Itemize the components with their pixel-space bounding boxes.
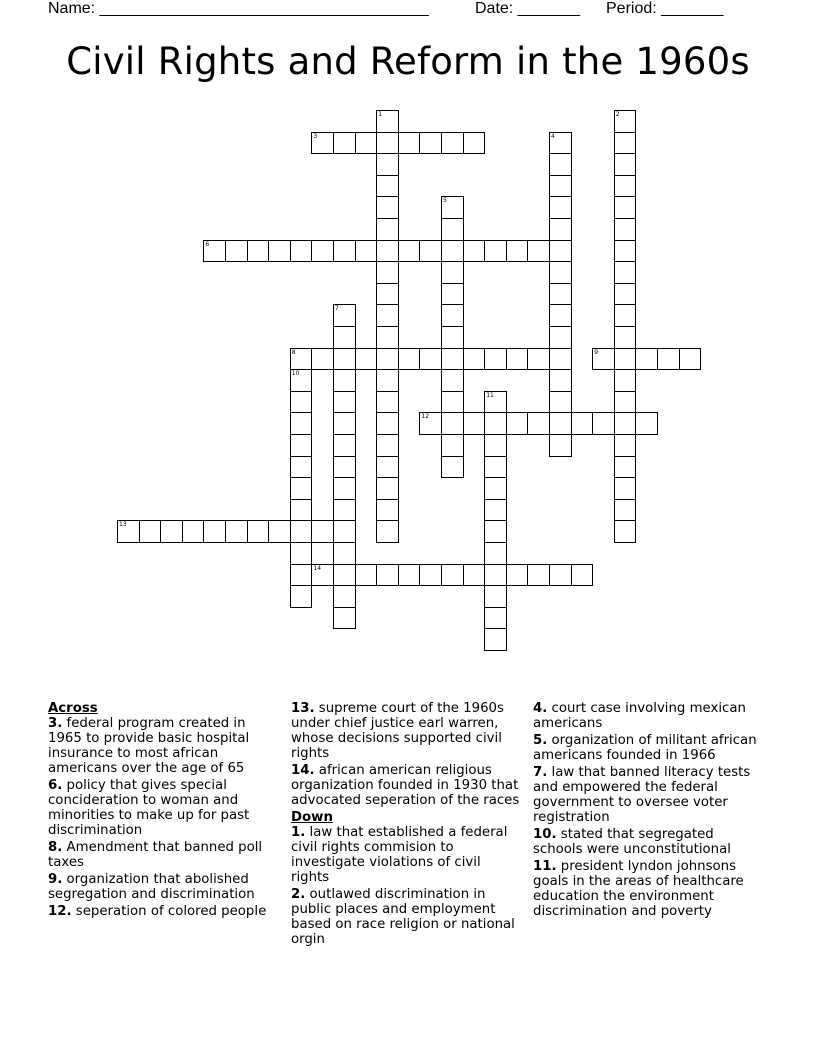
crossword-cell[interactable] [398, 132, 421, 155]
clue-text: court case involving mexican americans [533, 701, 746, 731]
crossword-cell[interactable] [614, 196, 637, 219]
crossword-cell[interactable] [333, 326, 356, 349]
crossword-cell[interactable] [268, 240, 291, 263]
crossword-cell[interactable] [614, 218, 637, 241]
crossword-cell[interactable] [333, 520, 356, 543]
crossword-cell[interactable] [549, 348, 572, 371]
crossword-cell[interactable] [376, 153, 399, 176]
page-title: Civil Rights and Reform in the 1960s [66, 40, 750, 83]
clue-1 [291, 825, 523, 885]
crossword-cell[interactable] [571, 412, 594, 435]
clue-text: law that banned literacy tests and empowered the federal government to oversee voter registration [533, 765, 751, 825]
crossword-cell[interactable] [549, 434, 572, 457]
clue-text: stated that segregated schools were unconstitutional [533, 827, 731, 857]
crossword-cell[interactable] [225, 520, 248, 543]
clue-number: 11. [533, 859, 557, 874]
crossword-cell[interactable] [290, 391, 313, 414]
clue-3 [48, 716, 280, 776]
cell-number: 12 [421, 413, 430, 421]
cell-number: 10 [291, 370, 300, 378]
crossword-cell[interactable] [419, 412, 442, 435]
crossword-cell[interactable] [614, 326, 637, 349]
crossword-cell[interactable] [506, 412, 529, 435]
crossword-cell[interactable] [484, 348, 507, 371]
crossword-cell[interactable] [614, 499, 637, 522]
crossword-cell[interactable] [635, 348, 658, 371]
crossword-cell[interactable] [376, 175, 399, 198]
crossword-cell[interactable] [247, 240, 270, 263]
crossword-cell[interactable] [376, 348, 399, 371]
crossword-cell[interactable] [398, 348, 421, 371]
clue-text: law that established a federal civil rights commision to investigate violations of civil rights [291, 825, 508, 885]
down-heading: Down [291, 810, 333, 825]
clue-text: african american religious organization founded in 1930 that advocated seperation of the races [291, 763, 520, 808]
cell-number: 7 [335, 305, 339, 313]
clue-4 [533, 701, 765, 731]
crossword-cell[interactable] [592, 412, 615, 435]
crossword-cell[interactable] [355, 132, 378, 155]
clue-number: 2. [291, 887, 306, 902]
crossword-cell[interactable] [549, 175, 572, 198]
crossword-cell[interactable] [333, 564, 356, 587]
crossword-cell[interactable] [614, 412, 637, 435]
crossword-cell[interactable] [463, 412, 486, 435]
crossword-cell[interactable] [484, 434, 507, 457]
cell-number: 5 [443, 197, 447, 205]
cell-number: 2 [615, 111, 620, 118]
clue-7 [533, 765, 765, 825]
crossword-cell[interactable] [376, 456, 399, 479]
crossword-cell[interactable] [311, 520, 334, 543]
crossword-cell[interactable] [549, 369, 572, 392]
crossword-cell[interactable] [506, 240, 529, 263]
crossword-cell[interactable] [419, 132, 442, 155]
crossword-cell[interactable] [376, 564, 399, 587]
name-field-label[interactable]: Name: _____________________________________ [48, 0, 429, 17]
clue-11 [533, 859, 765, 919]
clue-text: organization that abolished segregation and discrimination [48, 872, 255, 902]
crossword-cell[interactable] [376, 391, 399, 414]
crossword-cell[interactable] [290, 369, 313, 392]
cell-number: 11 [486, 391, 494, 399]
crossword-cell[interactable] [441, 304, 464, 327]
crossword-cell[interactable] [484, 412, 507, 435]
period-field-label[interactable]: Period: _______ [606, 0, 724, 17]
crossword-cell[interactable] [679, 348, 702, 371]
clue-9 [48, 872, 280, 902]
clue-text: federal program created in 1965 to provide basic hospital insurance to most african americans over the age of 65 [48, 716, 250, 776]
clue-number: 14. [291, 763, 315, 778]
crossword-cell[interactable] [484, 585, 507, 608]
crossword-cell[interactable] [463, 240, 486, 263]
clue-number: 9. [48, 872, 63, 887]
crossword-cell[interactable] [463, 348, 486, 371]
cell-number: 14 [313, 564, 322, 572]
clue-number: 13. [291, 701, 315, 716]
crossword-cell[interactable] [484, 456, 507, 479]
crossword-cell[interactable] [635, 412, 658, 435]
crossword-cell[interactable] [290, 348, 313, 371]
crossword-cell[interactable] [333, 304, 356, 327]
crossword-cell[interactable] [419, 564, 442, 587]
clue-2 [291, 887, 523, 947]
crossword-cell[interactable] [333, 585, 356, 608]
crossword-cell[interactable] [614, 261, 637, 284]
crossword-cell[interactable] [376, 477, 399, 500]
crossword-cell[interactable] [333, 477, 356, 500]
crossword-cell[interactable] [376, 412, 399, 435]
crossword-cell[interactable] [376, 283, 399, 306]
crossword-cell[interactable] [333, 499, 356, 522]
clue-12 [48, 904, 280, 919]
clue-column-2 [291, 701, 523, 949]
crossword-cell[interactable] [376, 369, 399, 392]
crossword-cell[interactable] [484, 520, 507, 543]
clue-number: 4. [533, 701, 548, 716]
crossword-cell[interactable] [376, 304, 399, 327]
crossword-cell[interactable] [484, 477, 507, 500]
crossword-cell[interactable] [290, 564, 313, 587]
crossword-cell[interactable] [441, 283, 464, 306]
crossword-cell[interactable] [527, 564, 550, 587]
clue-number: 12. [48, 904, 72, 919]
crossword-cell[interactable] [225, 240, 248, 263]
crossword-cell[interactable] [355, 348, 378, 371]
crossword-cell[interactable] [311, 240, 334, 263]
cell-number: 6 [205, 240, 210, 248]
clue-text: president lyndon johnsons goals in the areas of healthcare education the environment discrimination and poverty [533, 859, 744, 919]
crossword-cell[interactable] [311, 132, 334, 155]
crossword-cell[interactable] [203, 240, 226, 263]
clue-number: 6. [48, 778, 63, 793]
cell-number: 4 [551, 132, 555, 140]
clue-8 [48, 840, 280, 870]
crossword-cell[interactable] [441, 434, 464, 457]
crossword-cell[interactable] [484, 607, 507, 630]
crossword-cell[interactable] [333, 391, 356, 414]
across-heading: Across [48, 701, 98, 716]
crossword-cell[interactable] [441, 412, 464, 435]
crossword-cell[interactable] [506, 564, 529, 587]
crossword-cell[interactable] [463, 564, 486, 587]
crossword-cell[interactable] [355, 240, 378, 263]
crossword-cell[interactable] [290, 456, 313, 479]
crossword-cell[interactable] [376, 218, 399, 241]
crossword-cell[interactable] [614, 391, 637, 414]
crossword-cell[interactable] [527, 412, 550, 435]
crossword-cell[interactable] [441, 456, 464, 479]
crossword-cell[interactable] [376, 132, 399, 155]
crossword-cell[interactable] [549, 304, 572, 327]
crossword-cell[interactable] [333, 240, 356, 263]
crossword-cell[interactable] [614, 348, 637, 371]
clue-10 [533, 827, 765, 857]
clue-number: 1. [291, 825, 306, 840]
crossword-cell[interactable] [117, 520, 140, 543]
crossword-cell[interactable] [506, 348, 529, 371]
crossword-cell[interactable] [441, 369, 464, 392]
crossword-cell[interactable] [333, 132, 356, 155]
date-field-label[interactable]: Date: _______ [475, 0, 580, 17]
crossword-cell[interactable] [333, 412, 356, 435]
clue-text: organization of militant african americans founded in 1966 [533, 733, 757, 763]
crossword-cell[interactable] [614, 153, 637, 176]
crossword-cell[interactable] [614, 477, 637, 500]
crossword-cell[interactable] [549, 218, 572, 241]
crossword-cell[interactable] [333, 607, 356, 630]
crossword-cell[interactable] [614, 456, 637, 479]
clue-text: Amendment that banned poll taxes [48, 840, 263, 870]
crossword-cell[interactable] [398, 564, 421, 587]
crossword-cell[interactable] [527, 240, 550, 263]
crossword-cell[interactable] [549, 412, 572, 435]
crossword-cell[interactable] [376, 196, 399, 219]
crossword-cell[interactable] [398, 240, 421, 263]
crossword-cell[interactable] [441, 132, 464, 155]
crossword-cell[interactable] [376, 240, 399, 263]
crossword-cell[interactable] [614, 240, 637, 263]
crossword-cell[interactable] [419, 348, 442, 371]
crossword-cell[interactable] [419, 240, 442, 263]
cell-number: 9 [594, 348, 599, 356]
crossword-cell[interactable] [268, 520, 291, 543]
cell-number: 1 [378, 111, 383, 118]
crossword-cell[interactable] [614, 283, 637, 306]
crossword-cell[interactable] [290, 499, 313, 522]
crossword-cell[interactable] [333, 348, 356, 371]
crossword-cell[interactable] [441, 564, 464, 587]
crossword-cell[interactable] [139, 520, 162, 543]
crossword-cell[interactable] [290, 412, 313, 435]
crossword-cell[interactable] [160, 520, 183, 543]
crossword-cell[interactable] [376, 110, 399, 133]
crossword-cell[interactable] [441, 261, 464, 284]
crossword-cell[interactable] [614, 434, 637, 457]
crossword-cell[interactable] [614, 520, 637, 543]
clue-number: 3. [48, 716, 63, 731]
crossword-cell[interactable] [376, 326, 399, 349]
clue-column-3 [533, 701, 765, 921]
crossword-cell[interactable] [376, 261, 399, 284]
crossword-cell[interactable] [333, 434, 356, 457]
crossword-cell[interactable] [441, 240, 464, 263]
crossword-cell[interactable] [290, 520, 313, 543]
crossword-cell[interactable] [549, 326, 572, 349]
crossword-cell[interactable] [614, 132, 637, 155]
clue-number: 8. [48, 840, 63, 855]
clue-6 [48, 778, 280, 838]
crossword-cell[interactable] [355, 564, 378, 587]
cell-number: 8 [291, 348, 296, 356]
crossword-cell[interactable] [290, 434, 313, 457]
crossword-cell[interactable] [549, 261, 572, 284]
clue-5 [533, 733, 765, 763]
crossword-cell[interactable] [290, 240, 313, 263]
crossword-cell[interactable] [290, 477, 313, 500]
crossword-cell[interactable] [182, 520, 205, 543]
clue-number: 10. [533, 827, 557, 842]
crossword-cell[interactable] [549, 283, 572, 306]
crossword-cell[interactable] [311, 348, 334, 371]
crossword-cell[interactable] [484, 240, 507, 263]
clue-number: 7. [533, 765, 548, 780]
crossword-cell[interactable] [549, 391, 572, 414]
crossword-cell[interactable] [441, 391, 464, 414]
crossword-cell[interactable] [527, 348, 550, 371]
crossword-cell[interactable] [549, 132, 572, 155]
clue-text: seperation of colored people [75, 904, 267, 919]
crossword-cell[interactable] [549, 153, 572, 176]
crossword-cell[interactable] [549, 196, 572, 219]
clue-column-1 [48, 701, 280, 921]
crossword-cell[interactable] [657, 348, 680, 371]
crossword-cell[interactable] [441, 326, 464, 349]
crossword-cell[interactable] [549, 240, 572, 263]
crossword-cell[interactable] [376, 520, 399, 543]
crossword-cell[interactable] [441, 218, 464, 241]
crossword-cell[interactable] [463, 132, 486, 155]
crossword-cell[interactable] [549, 564, 572, 587]
crossword-cell[interactable] [484, 499, 507, 522]
crossword-cell[interactable] [484, 542, 507, 565]
clue-text: policy that gives special concideration to woman and minorities to make up for past discrimination [48, 778, 250, 838]
crossword-cell[interactable] [441, 196, 464, 219]
crossword-cell[interactable] [333, 456, 356, 479]
clue-number: 5. [533, 733, 548, 748]
crossword-cell[interactable] [203, 520, 226, 543]
crossword-cell[interactable] [484, 391, 507, 414]
crossword-cell[interactable] [290, 542, 313, 565]
crossword-cell[interactable] [571, 564, 594, 587]
crossword-cell[interactable] [614, 175, 637, 198]
crossword-cell[interactable] [333, 369, 356, 392]
crossword-cell[interactable] [376, 434, 399, 457]
crossword-cell[interactable] [441, 348, 464, 371]
clue-text: supreme court of the 1960s under chief justice earl warren, whose decisions supported civil rights [291, 701, 504, 761]
clue-13 [291, 701, 523, 761]
crossword-cell[interactable] [311, 564, 334, 587]
crossword-cell[interactable] [484, 628, 507, 651]
crossword-cell[interactable] [290, 585, 313, 608]
cell-number: 3 [313, 132, 318, 140]
crossword-cell[interactable] [484, 564, 507, 587]
clue-text: outlawed discrimination in public places and employment based on race religion or national orgin [291, 887, 515, 947]
crossword-cell[interactable] [592, 348, 615, 371]
crossword-cell[interactable] [247, 520, 270, 543]
crossword-cell[interactable] [614, 369, 637, 392]
crossword-cell[interactable] [333, 542, 356, 565]
cell-number: 13 [119, 521, 127, 529]
clue-14 [291, 763, 523, 808]
crossword-cell[interactable] [376, 499, 399, 522]
crossword-cell[interactable] [614, 110, 637, 133]
crossword-cell[interactable] [614, 304, 637, 327]
